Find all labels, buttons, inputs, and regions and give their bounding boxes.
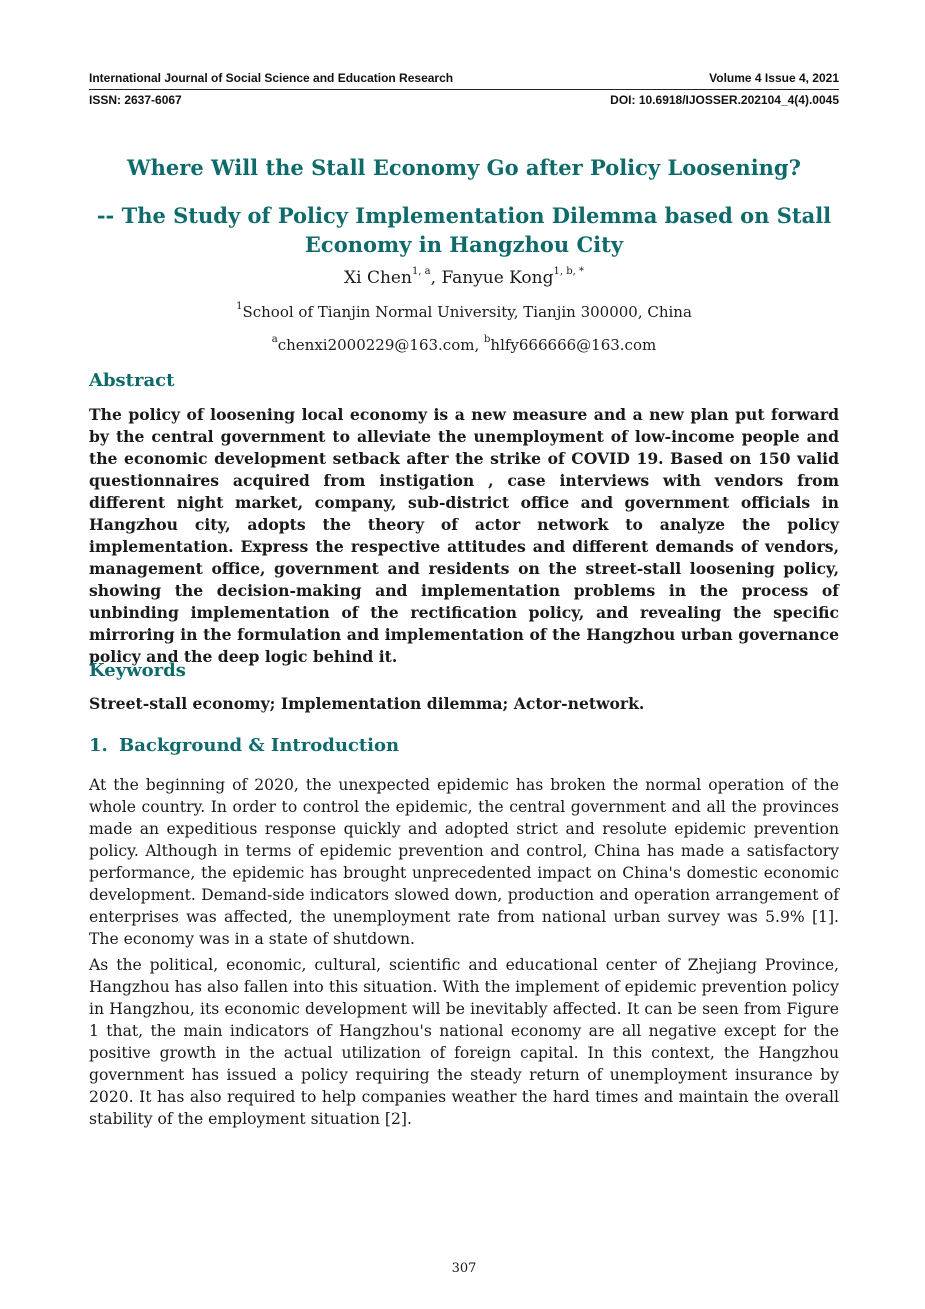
paper-subtitle	[89, 201, 839, 259]
author-affil-mark: 1, b, *	[553, 266, 584, 277]
email-list	[89, 336, 839, 354]
section-number: 1.	[89, 735, 108, 756]
volume-info: Volume 4 Issue 4, 2021	[709, 71, 839, 85]
issn: ISSN: 2637-6067	[89, 93, 182, 107]
running-header	[89, 71, 839, 85]
abstract-text: The policy of loosening local economy is a new measure and a new plan put forward by the central government to alleviate the unemployment of low-income people and the economic development setback after the strike of COVID 19. Based on 150 valid questionnaires acquired from instigation , case interviews with vendors from different night market, company, sub-district office and government officials in Hangzhou city, adopts the theory of actor network to analyze the policy implementation. Express the respective attitudes and different demands of vendors, management office, government and residents on the street-stall loosening policy, showing the decision-making and implementation problems in the process of unbinding implementation of the rectification policy, and revealing the specific mirroring in the formulation and implementation of the Hangzhou urban governance policy and the deep logic behind it.	[89, 405, 839, 666]
affiliation-mark: 1	[236, 301, 243, 312]
keywords-text: Street-stall economy; Implementation dilemma; Actor-network.	[89, 694, 645, 713]
section-body	[89, 774, 839, 1134]
header-rule	[89, 89, 839, 90]
subtitle-line-1: -- The Study of Policy Implementation Dilemma based on Stall	[96, 203, 832, 228]
author-list	[89, 268, 839, 288]
paragraph: At the beginning of 2020, the unexpected epidemic has broken the normal operation of the whole country. In order to control the epidemic, the central government and all the provinces made an expeditious response quickly and adopted strict and resolute epidemic prevention policy. Although in terms of epidemic prevention and control, China has made a satisfactory performance, the epidemic has brought unprecedented impact on China's domestic economic development. Demand-side indicators slowed down, production and operation arrangement of enterprises was affected, the unemployment rate from national urban survey was 5.9% [1]. The economy was in a state of shutdown.	[89, 776, 839, 948]
affiliation	[89, 303, 839, 321]
author-name: Fanyue Kong	[441, 268, 554, 288]
email-mark: b	[484, 334, 491, 345]
abstract-heading: Abstract	[89, 370, 175, 391]
section-title: Background & Introduction	[119, 735, 400, 756]
email-address: hlfy666666@163.com	[490, 336, 657, 354]
author-separator: ,	[430, 268, 442, 288]
affiliation-text: School of Tianjin Normal University, Tianjin 300000, China	[242, 303, 692, 321]
author-name: Xi Chen	[344, 268, 412, 288]
section-heading	[89, 735, 399, 756]
email-mark: a	[271, 334, 278, 345]
keywords-heading: Keywords	[89, 660, 186, 681]
subtitle-line-2: Economy in Hangzhou City	[304, 232, 624, 257]
email-address: chenxi2000229@163.com,	[277, 336, 480, 354]
paper-title: Where Will the Stall Economy Go after Policy Loosening?	[127, 155, 801, 180]
paragraph: As the political, economic, cultural, scientific and educational center of Zhejiang Province, Hangzhou has also fallen into this situation. With the implement of epidemic prevention policy in Hangzhou, its economic development will be inevitably affected. It can be seen from Figure 1 that, the main indicators of Hangzhou's national economy are all negative except for the positive growth in the actual utilization of foreign capital. In this context, the Hangzhou government has issued a policy requiring the steady return of unemployment insurance by 2020. It has also required to help companies weather the hard times and maintain the overall stability of the employment situation [2].	[89, 956, 839, 1128]
doi: DOI: 10.6918/IJOSSER.202104_4(4).0045	[610, 93, 839, 107]
page-number: 307	[451, 1261, 477, 1276]
running-subheader	[89, 93, 839, 107]
author-affil-mark: 1, a	[411, 266, 431, 277]
journal-name: International Journal of Social Science and Education Research	[89, 71, 454, 85]
